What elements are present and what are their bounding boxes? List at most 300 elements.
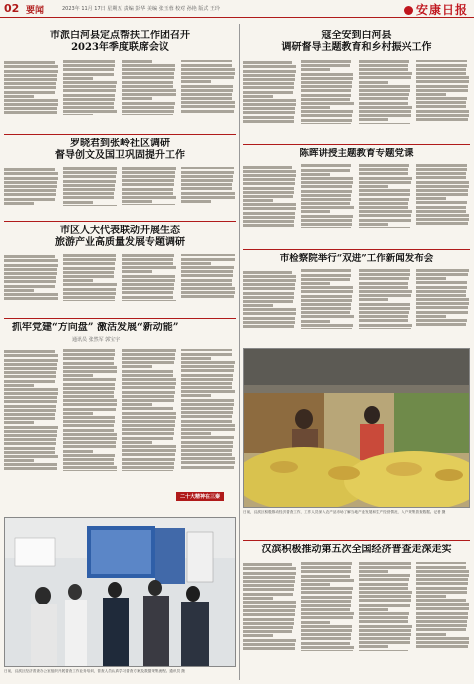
article-1 <box>4 30 236 132</box>
text-line <box>243 178 295 181</box>
article-5-body <box>4 254 236 316</box>
text-line <box>301 190 352 193</box>
text-line <box>416 607 469 610</box>
text-line <box>359 172 408 175</box>
article-1-headline <box>4 30 236 54</box>
text-line <box>122 361 174 364</box>
text-line <box>4 384 34 387</box>
text-line <box>359 76 412 79</box>
text-line <box>4 168 55 171</box>
text-line <box>359 633 411 636</box>
text-line <box>63 378 116 381</box>
text-line <box>63 403 117 406</box>
produce-market-illustration <box>244 349 470 508</box>
text-line <box>4 82 56 85</box>
text-line <box>4 255 55 258</box>
text-line <box>4 430 57 433</box>
text-line <box>181 424 235 427</box>
text-line <box>63 441 116 444</box>
text-line <box>181 420 232 423</box>
text-line <box>416 302 469 305</box>
text-line <box>4 285 55 288</box>
text-line <box>63 94 115 97</box>
text-line <box>301 324 353 327</box>
text-line <box>359 595 412 598</box>
text-line <box>181 283 232 286</box>
article-7 <box>4 322 236 512</box>
text-line <box>416 222 468 225</box>
text-line <box>4 103 58 106</box>
text-line <box>359 286 408 289</box>
text-line <box>181 64 232 67</box>
text-line <box>63 110 117 113</box>
article-6-headline: 市检察院举行“双进”工作新闻发布会 <box>279 253 434 264</box>
text-line <box>181 76 234 79</box>
text-line <box>181 175 233 178</box>
text-line <box>416 210 465 213</box>
text-line <box>359 294 412 297</box>
text-line <box>359 214 412 217</box>
text-line <box>122 287 174 290</box>
text-line <box>359 102 408 105</box>
text-line <box>122 68 175 71</box>
text-line <box>359 189 411 192</box>
text-line <box>243 647 295 650</box>
text-line <box>63 167 117 170</box>
headline-line: 市区人大代表联动开展生态 <box>60 225 180 236</box>
text-line <box>4 463 57 466</box>
text-line <box>359 177 412 180</box>
text-line <box>4 61 55 64</box>
text-line <box>359 645 389 648</box>
text-line <box>416 214 469 217</box>
text-line <box>243 597 273 600</box>
text-line <box>122 445 176 448</box>
text-line <box>301 102 354 105</box>
text-line <box>63 420 115 423</box>
text-line <box>63 399 117 402</box>
text-line <box>416 616 468 619</box>
text-line <box>63 68 114 71</box>
text-line <box>181 295 234 298</box>
text-line <box>243 207 296 210</box>
text-line <box>301 629 352 632</box>
headline-line: 寇全安到白河县 <box>321 30 392 41</box>
text-line <box>122 106 174 109</box>
text-line <box>416 591 467 594</box>
text-line <box>181 394 211 397</box>
text-line <box>416 80 469 83</box>
text-line <box>243 95 273 98</box>
text-line <box>359 298 389 301</box>
text-line <box>416 85 468 88</box>
text-line <box>301 566 352 569</box>
text-line <box>63 64 115 67</box>
text-line <box>416 197 446 200</box>
text-line <box>122 258 173 261</box>
text-line <box>416 201 467 204</box>
text-line <box>416 114 469 117</box>
text-line <box>301 612 354 615</box>
text-line <box>63 424 114 427</box>
text-line <box>181 361 235 364</box>
text-line <box>181 270 233 273</box>
text-line <box>301 60 351 63</box>
text-line <box>243 224 294 227</box>
text-line <box>359 637 411 640</box>
text-line <box>4 268 57 271</box>
text-line <box>243 563 292 566</box>
text-line <box>122 270 152 273</box>
text-line <box>243 609 295 612</box>
text-line <box>359 181 412 184</box>
text-line <box>63 450 93 453</box>
text-line <box>359 578 410 581</box>
text-line <box>301 278 350 281</box>
text-line <box>122 196 176 199</box>
text-line <box>122 374 173 377</box>
text-line <box>122 365 152 368</box>
text-line <box>181 97 232 100</box>
series-tag: 二十大精神在三秦 <box>176 492 224 501</box>
text-line <box>4 438 56 441</box>
text-line <box>181 262 211 265</box>
text-line <box>243 170 296 173</box>
text-line <box>359 118 389 121</box>
text-line <box>4 405 56 408</box>
text-line <box>359 616 409 619</box>
text-line <box>416 181 469 184</box>
text-line <box>416 637 469 640</box>
text-line <box>359 290 412 293</box>
text-line <box>301 89 352 92</box>
text-line <box>122 441 152 444</box>
text-line <box>416 574 469 577</box>
text-line <box>301 219 353 222</box>
text-line <box>4 202 34 205</box>
text-line <box>301 215 353 218</box>
text-line <box>4 293 58 296</box>
text-line <box>416 206 466 209</box>
text-line <box>63 353 115 356</box>
text-line <box>63 201 93 204</box>
text-line <box>4 467 57 470</box>
text-line <box>243 199 273 202</box>
text-line <box>359 72 412 75</box>
text-line <box>301 642 350 645</box>
text-line <box>4 417 55 420</box>
text-line <box>359 324 412 327</box>
text-line <box>4 375 56 378</box>
text-line <box>122 266 176 269</box>
text-line <box>301 198 351 201</box>
text-line <box>301 177 354 180</box>
text-line <box>243 292 294 295</box>
text-line <box>301 94 351 97</box>
text-line <box>4 95 34 98</box>
text-line <box>181 179 233 182</box>
article-7-byline: 通讯员 张然军 郭宝宇 <box>72 337 121 343</box>
newspaper-logo <box>404 1 468 18</box>
article-6 <box>243 253 470 345</box>
text-line <box>359 89 410 92</box>
text-line <box>181 266 234 269</box>
text-line <box>416 76 469 79</box>
text-line <box>4 276 56 279</box>
divider <box>4 221 236 222</box>
text-line <box>4 259 58 262</box>
text-line <box>301 608 350 611</box>
headline-line: 2023年季度联席会议 <box>71 42 169 53</box>
text-line <box>243 622 294 625</box>
text-line <box>359 85 411 88</box>
text-line <box>301 210 331 213</box>
text-line <box>63 387 115 390</box>
text-line <box>63 283 117 286</box>
text-line <box>181 72 235 75</box>
text-line <box>243 107 295 110</box>
text-line <box>181 374 233 377</box>
text-line <box>243 601 296 604</box>
text-line <box>63 192 114 195</box>
text-line <box>301 206 354 209</box>
article-4-body <box>243 164 470 246</box>
text-line <box>63 445 116 448</box>
text-line <box>359 223 389 226</box>
text-line <box>416 599 465 602</box>
text-line <box>63 412 93 415</box>
text-line <box>243 78 295 81</box>
page-masthead <box>0 0 474 18</box>
text-line <box>359 303 411 306</box>
text-line <box>4 426 58 429</box>
text-line <box>122 378 176 381</box>
text-line <box>122 85 173 88</box>
text-line <box>301 621 331 624</box>
text-line <box>243 317 295 320</box>
text-line <box>359 608 389 611</box>
text-line <box>4 91 55 94</box>
text-line <box>122 275 175 278</box>
text-line <box>122 386 175 389</box>
headline-line: 市派白河县定点帮扶工作团召开 <box>50 30 190 41</box>
text-line <box>4 396 57 399</box>
text-line <box>243 82 294 85</box>
text-line <box>359 202 409 205</box>
text-line <box>181 428 235 431</box>
text-line <box>63 429 114 432</box>
text-line <box>63 180 116 183</box>
logo-mark-icon <box>404 6 413 15</box>
text-line <box>301 64 350 67</box>
text-line <box>359 210 412 213</box>
text-line <box>122 188 173 191</box>
text-line <box>301 646 354 649</box>
text-line <box>416 185 469 188</box>
article-3-headline <box>4 138 236 162</box>
text-line <box>4 65 58 68</box>
text-line <box>359 110 412 113</box>
text-line <box>359 193 410 196</box>
text-line <box>63 271 114 274</box>
text-line <box>301 173 331 176</box>
text-line <box>181 101 235 104</box>
text-line <box>416 193 468 196</box>
page-number: 02 <box>4 2 20 15</box>
text-line <box>416 315 446 318</box>
text-line <box>181 415 232 418</box>
text-line <box>359 311 410 314</box>
text-line <box>63 374 93 377</box>
text-line <box>301 119 352 122</box>
text-line <box>359 319 408 322</box>
text-line <box>4 86 56 89</box>
text-line <box>416 612 468 615</box>
text-line <box>243 275 296 278</box>
text-line <box>301 73 354 76</box>
text-line <box>181 457 235 460</box>
text-line <box>416 582 468 585</box>
text-line <box>301 637 351 640</box>
text-line <box>122 437 173 440</box>
text-line <box>416 311 468 314</box>
text-line <box>243 630 292 633</box>
text-line <box>359 574 410 577</box>
text-line <box>301 570 351 573</box>
text-line <box>243 572 296 575</box>
text-line <box>243 634 273 637</box>
text-line <box>416 306 468 309</box>
text-line <box>243 639 296 642</box>
text-line <box>243 605 296 608</box>
text-line <box>301 320 331 323</box>
text-line <box>301 269 352 272</box>
text-line <box>301 81 353 84</box>
divider <box>4 134 236 135</box>
text-line <box>122 403 152 406</box>
office-training-photo <box>4 517 236 667</box>
text-line <box>359 587 408 590</box>
text-line <box>416 595 446 598</box>
text-line <box>416 294 465 297</box>
text-line <box>4 70 58 73</box>
text-line <box>416 172 466 175</box>
text-line <box>122 399 174 402</box>
text-line <box>122 72 174 75</box>
article-3 <box>4 138 236 218</box>
text-line <box>301 202 350 205</box>
text-line <box>63 85 116 88</box>
text-line <box>416 189 468 192</box>
text-line <box>181 85 233 88</box>
text-line <box>416 118 468 121</box>
text-line <box>243 312 296 315</box>
newspaper-name: 安康日报 <box>415 3 468 17</box>
text-line <box>122 462 174 465</box>
text-line <box>301 68 331 71</box>
text-line <box>63 288 116 291</box>
text-line <box>181 461 235 464</box>
article-8-body <box>243 562 470 680</box>
text-line <box>243 216 295 219</box>
text-line <box>243 103 296 106</box>
text-line <box>181 287 235 290</box>
text-line <box>63 262 115 265</box>
text-line <box>416 645 468 648</box>
text-line <box>4 451 55 454</box>
text-line <box>243 576 295 579</box>
text-line <box>181 382 232 385</box>
text-line <box>243 304 273 307</box>
text-line <box>243 300 293 303</box>
text-line <box>181 449 232 452</box>
text-line <box>359 599 411 602</box>
text-line <box>63 254 116 257</box>
text-line <box>122 89 176 92</box>
text-line <box>4 297 58 300</box>
text-line <box>4 177 58 180</box>
text-line <box>301 98 350 101</box>
text-line <box>122 391 175 394</box>
text-line <box>301 579 354 582</box>
text-line <box>63 433 117 436</box>
text-line <box>63 391 114 394</box>
text-line <box>181 274 233 277</box>
divider <box>243 249 470 250</box>
text-line <box>122 110 174 113</box>
text-line <box>63 466 117 469</box>
text-line <box>63 416 115 419</box>
text-line <box>416 64 467 67</box>
text-line <box>301 85 352 88</box>
text-line <box>243 283 295 286</box>
text-line <box>4 289 34 292</box>
text-line <box>181 453 232 456</box>
text-line <box>301 600 352 603</box>
text-line <box>301 77 353 80</box>
text-line <box>416 101 466 104</box>
text-line <box>122 407 173 410</box>
text-line <box>243 116 294 119</box>
text-line <box>243 220 294 223</box>
text-line <box>4 447 55 450</box>
text-line <box>243 111 295 114</box>
text-line <box>181 187 232 190</box>
text-line <box>63 370 117 373</box>
article-5-headline <box>4 225 236 249</box>
text-line <box>122 93 176 96</box>
text-line <box>181 357 211 360</box>
text-line <box>243 325 294 328</box>
text-line <box>359 583 409 586</box>
text-line <box>416 168 467 171</box>
text-line <box>181 432 211 435</box>
text-line <box>4 380 55 383</box>
text-line <box>243 287 295 290</box>
text-line <box>122 424 175 427</box>
office-photo-caption: 日前，汉滨区经济普查办公室组织开展普查工作业务培训，普查人员认真学习普查方案及数据采集流程。通讯员 摄 <box>4 669 185 673</box>
text-line <box>63 362 114 365</box>
text-line <box>359 629 412 632</box>
text-line <box>63 258 116 261</box>
article-8-headline: 汉滨积极推动第五次全国经济普查走深走实 <box>261 544 452 555</box>
text-line <box>416 620 467 623</box>
text-line <box>359 273 410 276</box>
text-line <box>359 64 409 67</box>
text-line <box>243 643 295 646</box>
text-line <box>359 570 389 573</box>
text-line <box>243 580 295 583</box>
